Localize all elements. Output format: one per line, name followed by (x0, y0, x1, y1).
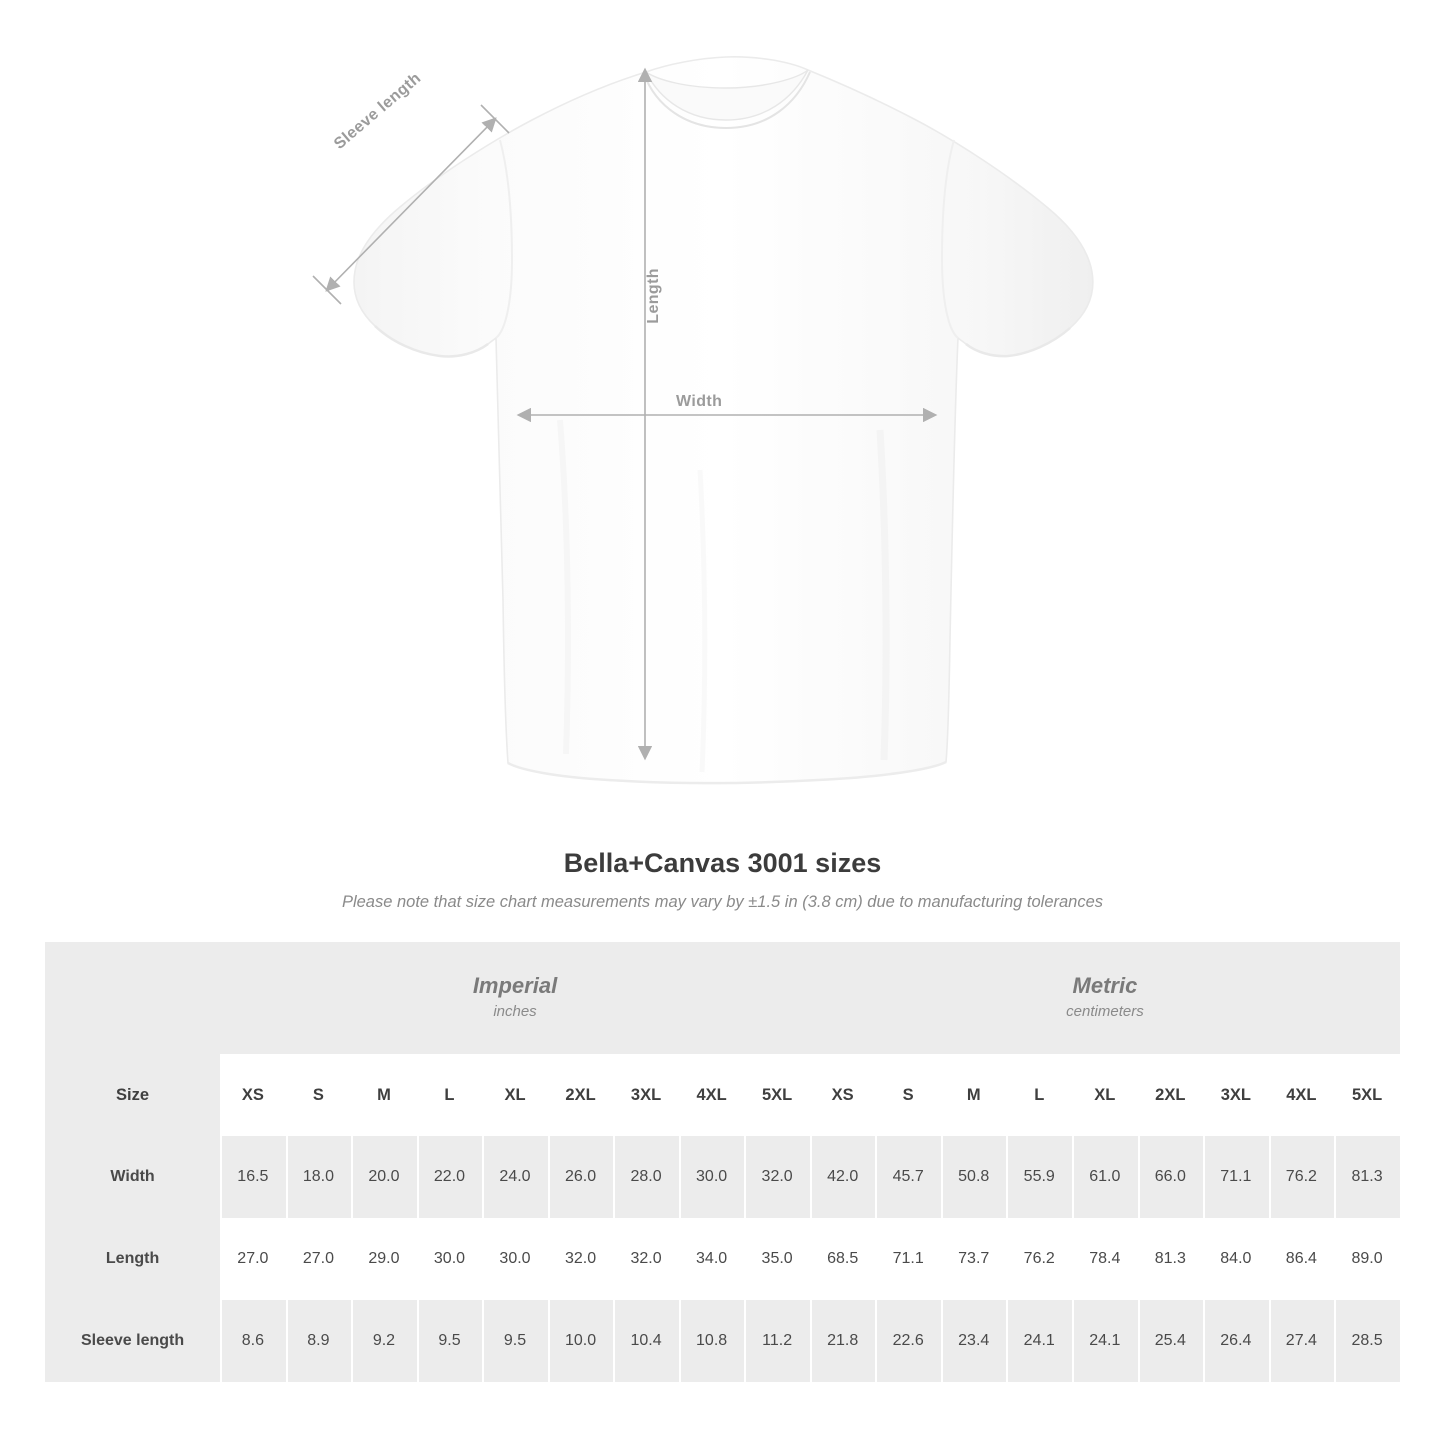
width-value: 28.0 (613, 1136, 679, 1218)
length-value: 84.0 (1203, 1218, 1269, 1300)
length-value: 86.4 (1269, 1218, 1335, 1300)
tolerance-note: Please note that size chart measurements may vary by ±1.5 in (3.8 cm) due to manufacturing tolerances (341, 893, 1104, 911)
sleeve-value: 9.5 (482, 1300, 548, 1382)
size-cell: 5XL (744, 1054, 810, 1136)
sleeve-value: 9.2 (351, 1300, 417, 1382)
size-cell: XS (220, 1054, 286, 1136)
length-value: 32.0 (613, 1218, 679, 1300)
length-value: 71.1 (875, 1218, 941, 1300)
page-title: Bella+Canvas 3001 sizes (563, 848, 882, 878)
size-cell: 5XL (1334, 1054, 1400, 1136)
size-cell: L (1006, 1054, 1072, 1136)
sleeve-value: 10.8 (679, 1300, 745, 1382)
system-unit-metric: centimeters (1066, 1002, 1144, 1020)
sleeve-value: 23.4 (941, 1300, 1007, 1382)
length-value: 27.0 (286, 1218, 352, 1300)
width-value: 76.2 (1269, 1136, 1335, 1218)
sleeve-value: 8.6 (220, 1300, 286, 1382)
sleeve-value: 21.8 (810, 1300, 876, 1382)
size-cell: S (875, 1054, 941, 1136)
width-value: 20.0 (351, 1136, 417, 1218)
length-dimension-label: Length (645, 268, 662, 324)
system-header-metric (810, 942, 1400, 1054)
length-value: 32.0 (548, 1218, 614, 1300)
width-value: 61.0 (1072, 1136, 1138, 1218)
table-system-header-row (45, 942, 1400, 1054)
sleeve-value: 8.9 (286, 1300, 352, 1382)
length-value: 73.7 (941, 1218, 1007, 1300)
width-value: 24.0 (482, 1136, 548, 1218)
size-cell: 4XL (679, 1054, 745, 1136)
sleeve-value: 10.4 (613, 1300, 679, 1382)
sleeve-value: 28.5 (1334, 1300, 1400, 1382)
size-cell: 3XL (1203, 1054, 1269, 1136)
table-row-sleeve-length (45, 1300, 1400, 1382)
size-cell: XL (1072, 1054, 1138, 1136)
length-value: 35.0 (744, 1218, 810, 1300)
length-value: 68.5 (810, 1218, 876, 1300)
width-value: 32.0 (744, 1136, 810, 1218)
length-value: 34.0 (679, 1218, 745, 1300)
size-cell: M (941, 1054, 1007, 1136)
sleeve-value: 27.4 (1269, 1300, 1335, 1382)
system-header-imperial (220, 942, 810, 1054)
width-value: 81.3 (1334, 1136, 1400, 1218)
width-value: 55.9 (1006, 1136, 1072, 1218)
width-dimension-label: Width (676, 393, 723, 410)
sleeve-value: 25.4 (1138, 1300, 1204, 1382)
width-value: 16.5 (220, 1136, 286, 1218)
sleeve-length-dimension-label: Sleeve length (331, 69, 425, 153)
table-row-size (45, 1054, 1400, 1136)
sleeve-value: 22.6 (875, 1300, 941, 1382)
length-value: 30.0 (417, 1218, 483, 1300)
width-value: 22.0 (417, 1136, 483, 1218)
size-cell: 2XL (548, 1054, 614, 1136)
shirt-body-shape (354, 57, 1093, 783)
sleeve-value: 10.0 (548, 1300, 614, 1382)
size-cell: 3XL (613, 1054, 679, 1136)
system-header-spacer (45, 942, 220, 1054)
row-label-width: Width (45, 1136, 220, 1218)
size-cell: M (351, 1054, 417, 1136)
row-label-size: Size (45, 1054, 220, 1136)
sleeve-value: 26.4 (1203, 1300, 1269, 1382)
size-chart-table-wrap (45, 942, 1400, 1382)
system-name-metric: Metric (1072, 973, 1138, 999)
width-value: 45.7 (875, 1136, 941, 1218)
length-value: 30.0 (482, 1218, 548, 1300)
sleeve-value: 24.1 (1072, 1300, 1138, 1382)
width-value: 18.0 (286, 1136, 352, 1218)
length-value: 81.3 (1138, 1218, 1204, 1300)
row-label-sleeve-length: Sleeve length (45, 1300, 220, 1382)
length-value: 29.0 (351, 1218, 417, 1300)
size-cell: XL (482, 1054, 548, 1136)
system-name-imperial: Imperial (472, 973, 558, 999)
sleeve-value: 11.2 (744, 1300, 810, 1382)
size-cell: S (286, 1054, 352, 1136)
width-value: 66.0 (1138, 1136, 1204, 1218)
width-value: 30.0 (679, 1136, 745, 1218)
system-unit-imperial: inches (493, 1002, 537, 1020)
table-row-width (45, 1136, 1400, 1218)
length-value: 89.0 (1334, 1218, 1400, 1300)
row-label-length: Length (45, 1218, 220, 1300)
size-cell: 2XL (1138, 1054, 1204, 1136)
width-value: 42.0 (810, 1136, 876, 1218)
length-value: 78.4 (1072, 1218, 1138, 1300)
sleeve-value: 9.5 (417, 1300, 483, 1382)
size-cell: L (417, 1054, 483, 1136)
width-value: 26.0 (548, 1136, 614, 1218)
size-chart-table (45, 942, 1400, 1382)
chart-header (0, 848, 1445, 912)
size-cell: 4XL (1269, 1054, 1335, 1136)
table-row-length (45, 1218, 1400, 1300)
width-value: 71.1 (1203, 1136, 1269, 1218)
sleeve-value: 24.1 (1006, 1300, 1072, 1382)
length-value: 27.0 (220, 1218, 286, 1300)
size-cell: XS (810, 1054, 876, 1136)
length-value: 76.2 (1006, 1218, 1072, 1300)
width-value: 50.8 (941, 1136, 1007, 1218)
